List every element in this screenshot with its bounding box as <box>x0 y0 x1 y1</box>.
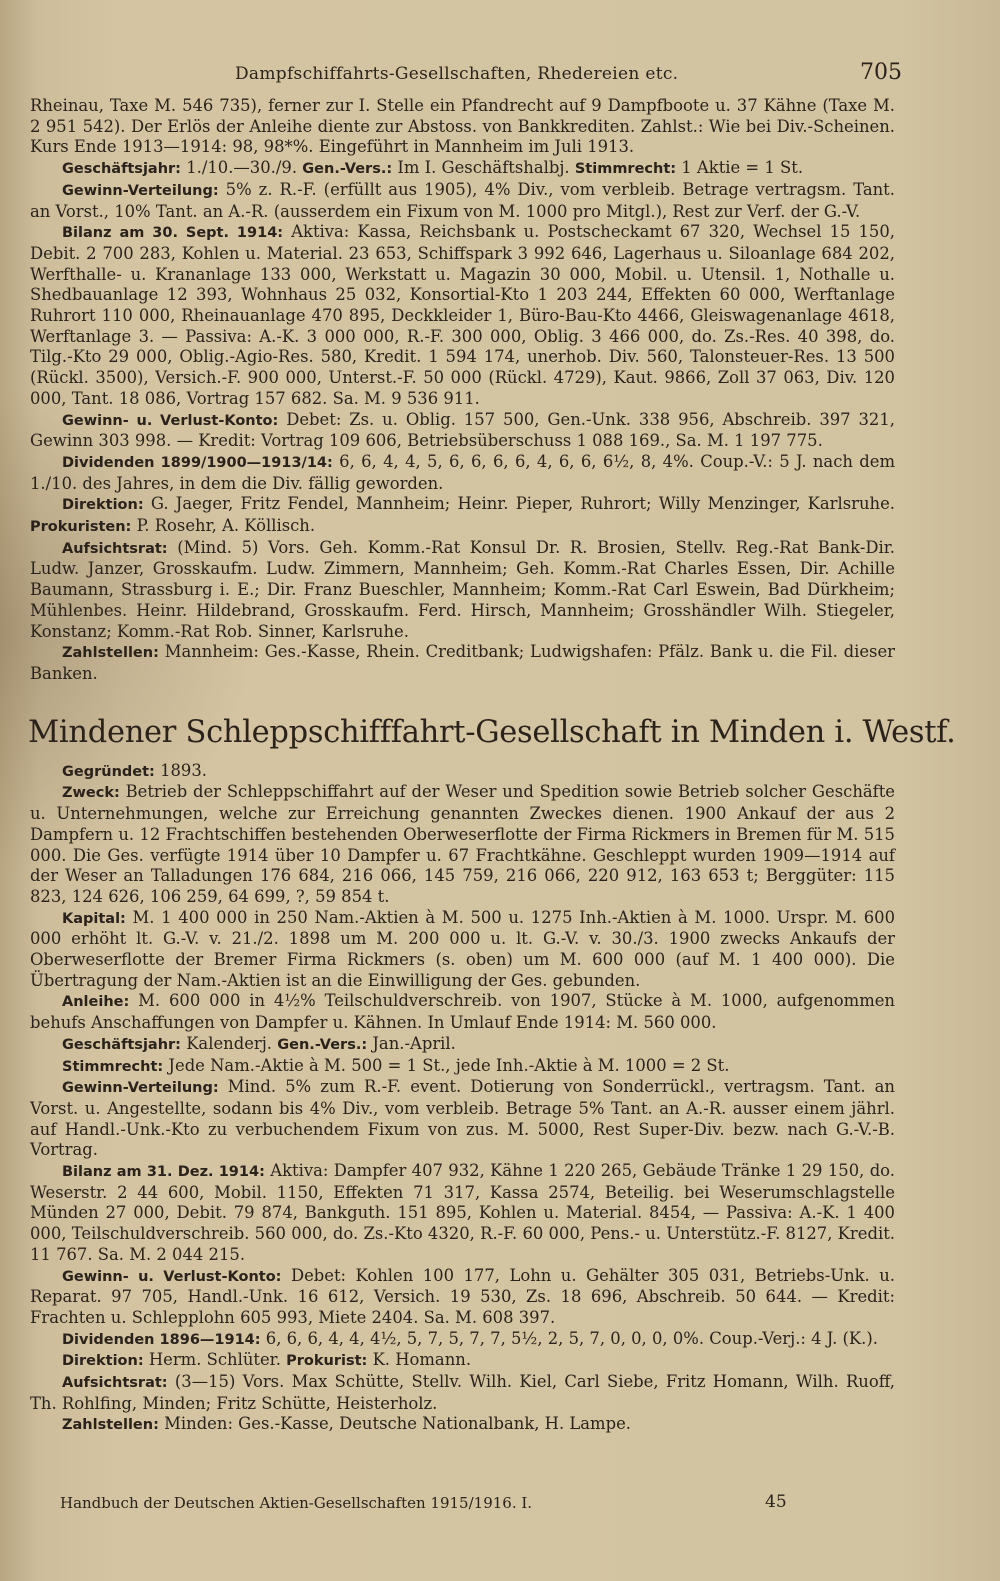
s1-guv <box>30 410 895 452</box>
s2-dividenden-text: 6, 6, 6, 4, 4, 4½, 5, 7, 5, 7, 7, 5½, 2, 5, 7, 0, 0, 0, 0%. Coup.-Verj.: 4 J. (K.). <box>265 1328 878 1348</box>
s1-gewinnverteilung-text: 5% z. R.-F. (erfüllt aus 1905), 4% Div., vom verbleib. Betrage vertragsm. Tant. an Vorst., 10% Tant. an A.-R. (ausserdem ein Fixum von M. 1000 pro Mitgl.), Rest zur Verf. der G.-V. <box>30 179 895 221</box>
s1-genvers: Im I. Geschäftshalbj. <box>397 158 570 178</box>
company-title: Mindener Schleppschifffahrt-Gesellschaft in Minden i. Westf. <box>28 714 956 750</box>
s2-gewinnverteilung-label: Gewinn-Verteilung: <box>62 1080 219 1097</box>
page-number: 705 <box>860 60 902 85</box>
s2-anleihe-label: Anleihe: <box>62 994 130 1011</box>
s1-genvers-label: Gen.-Vers.: <box>302 161 393 178</box>
s2-gewinnverteilung <box>30 1077 895 1161</box>
s1-gewinnverteilung-label: Gewinn-Verteilung: <box>62 182 219 199</box>
s2-zahlstellen-text: Minden: Ges.-Kasse, Deutsche Nationalbank, H. Lampe. <box>164 1414 631 1434</box>
s2-direktion-text: Herm. Schlüter. <box>148 1350 281 1370</box>
s1-zahlstellen-label: Zahlstellen: <box>62 645 159 662</box>
s2-bilanz-label: Bilanz am 31. Dez. 1914: <box>62 1164 265 1181</box>
s2-zweck-text: Betrieb der Schleppschiffahrt auf der Weser und Spedition sowie Betrieb solcher Geschäfte u. Unternehmungen, welche zur Erreichung genannten Zweckes dienen. 1900 Ankauf der aus 2 Dampfern u. 12 Frachtschiffen bestehenden Oberweserflotte der Firma Rickmers in Bremen für M. 515 000. Die Ges. verfügte 1914 über 10 Dampfer u. 67 Frachtkähne. Geschleppt wurden 1909—1914 auf der Weser an Talladungen 176 684, 216 066, 145 759, 216 066, 220 912, 163 653 t; Berggüter: 115 823, 124 626, 106 259, 64 699, ?, 59 854 t. <box>30 782 895 906</box>
s2-dividenden-label: Dividenden 1896—1914: <box>62 1331 261 1348</box>
s2-stimmrecht <box>30 1056 895 1078</box>
s2-kapital-text: M. 1 400 000 in 250 Nam.-Aktien à M. 500 u. 1275 Inh.-Aktien à M. 1000. Urspr. M. 600 000 erhöht lt. G.-V. v. 21./2. 1898 um M. 200 000 u. lt. G.-V. v. 30./3. 1900 zwecks Ankaufs der Oberweserflotte der Bremer Firma Rickmers (s. oben) um M. 600 000 (auf M. 1 400 000). Die Übertragung der Nam.-Aktien ist an die Einwilligung der Ges. gebunden. <box>30 907 895 990</box>
s2-anleihe-text: M. 600 000 in 4½% Teilschuldverschreib. von 1907, Stücke à M. 1000, aufgenommen behufs Anschaffungen von Dampfer u. Kähnen. In Umlauf Ende 1914: M. 560 000. <box>30 991 895 1033</box>
s2-gewinnverteilung-text: Mind. 5% zum R.-F. event. Dotierung von Sonderrückl., vertragsm. Tant. an Vorst. u. Angestellte, sodann bis 4% Div., vom verbleib. Betrage 5% Tant. an A.-R. ausser einem jährl. auf Handl.-Unk.-Kto zu verbuchendem Fixum von zus. M. 5000, Rest Super-Div. bezw. nach G.-V.-B. Vortrag. <box>30 1077 895 1160</box>
s2-zahlstellen-label: Zahlstellen: <box>62 1417 159 1434</box>
s1-dividenden-text: 6, 6, 4, 4, 5, 6, 6, 6, 6, 4, 6, 6, 6½, 8, 4%. Coup.-V.: 5 J. nach dem 1./10. des Jahres, in dem die Div. fällig geworden. <box>30 451 895 493</box>
s2-geschaeftsjahr: Kalenderj. <box>186 1033 273 1053</box>
s2-anleihe <box>30 991 895 1033</box>
s1-bilanz <box>30 222 895 409</box>
s2-stimmrecht-text: Jede Nam.-Aktie à M. 500 = 1 St., jede Inh.-Aktie à M. 1000 = 2 St. <box>168 1055 730 1075</box>
s2-direktion-label: Direktion: <box>62 1353 144 1370</box>
s2-genvers-label: Gen.-Vers.: <box>277 1036 368 1053</box>
s1-gewinnverteilung <box>30 180 895 222</box>
s2-guv <box>30 1266 895 1329</box>
s2-gegruendet-text: 1893. <box>160 760 208 780</box>
s2-kapital-label: Kapital: <box>62 910 126 927</box>
s1-aufsichtsrat-label: Aufsichtsrat: <box>62 540 168 557</box>
s2-meta-line <box>30 1034 895 1056</box>
footer-text: Handbuch der Deutschen Aktien-Gesellschaften 1915/1916. I. <box>60 1494 533 1512</box>
s1-dividenden-label: Dividenden 1899/1900—1913/14: <box>62 454 333 471</box>
s2-bilanz <box>30 1161 895 1266</box>
s1-prokuristen-label: Prokuristen: <box>30 519 132 536</box>
s2-zweck <box>30 782 895 907</box>
s2-bilanz-text: Aktiva: Dampfer 407 932, Kähne 1 220 265, Gebäude Tränke 1 29 150, do. Weserstr. 2 44 600, Mobil. 1150, Effekten 71 317, Kassa 2574, Beteilig. bei Weserumschlagstelle Münden 27 000, Debit. 79 874, Bankguth. 151 895, Kohlen u. Material. 8454, — Passiva: A.-K. 1 400 000, Teilschuldverschreib. 560 000, do. Zs.-Kto 4320, R.-F. 60 000, Pens.- u. Unterstütz.-F. 8127, Kredit. 11 767. Sa. M. 2 044 215. <box>30 1161 895 1264</box>
s2-prokurist-label: Prokurist: <box>286 1353 368 1370</box>
s2-guv-text: Debet: Kohlen 100 177, Lohn u. Gehälter 305 031, Betriebs-Unk. u. Reparat. 97 705, Handl.-Unk. 16 612, Versich. 19 530, Zs. 18 696, Abschreib. 50 644. — Kredit: Frachten u. Schlepplohn 605 993, Miete 2404. Sa. M. 608 397. <box>30 1265 895 1327</box>
s1-bilanz-text: Aktiva: Kassa, Reichsbank u. Postscheckamt 67 320, Wechsel 15 150, Debit. 2 700 283, Kohlen u. Material. 23 653, Schiffspark 3 992 646, Lagerhaus u. Siloanlage 684 202, Werfthalle- u. Krananlage 133 000, Werkstatt u. Magazin 30 000, Mobil. u. Utensil. 1, Nothalle u. Shedbauanlage 12 393, Wohnhaus 25 032, Konsortial-Kto 1 203 244, Effekten 60 000, Werftanlage Ruhrort 110 000, Rheinauanlage 470 895, Deckkleider 1, Büro-Bau-Kto 4466, Gleiswagenanlage 4618, Werftanlage 3. — Passiva: A.-K. 3 000 000, R.-F. 300 000, Oblig. 3 466 000, do. Zs.-Res. 40 398, do. Tilg.-Kto 29 000, Oblig.-Agio-Res. 580, Kredit. 1 594 174, unerhob. Div. 560, Talonsteuer-Res. 13 500 (Rückl. 3500), Versich.-F. 900 000, Unterst.-F. 50 000 (Rückl. 4729), Kaut. 9866, Zoll 37 063, Div. 120 000, Tant. 18 086, Vortrag 157 682. Sa. M. 9 536 911. <box>30 222 895 408</box>
s1-stimmrecht: 1 Aktie = 1 St. <box>681 158 804 178</box>
s2-guv-label: Gewinn- u. Verlust-Konto: <box>62 1268 282 1285</box>
s1-direktion <box>30 494 895 537</box>
page-footer <box>60 1492 820 1516</box>
s2-gegruendet-label: Gegründet: <box>62 763 155 780</box>
s2-direktion <box>30 1350 895 1372</box>
s1-guv-text: Debet: Zs. u. Oblig. 157 500, Gen.-Unk. 338 956, Abschreib. 397 321, Gewinn 303 998. — Kredit: Vortrag 109 606, Betriebsüberschuss 1 088 169., Sa. M. 1 197 775. <box>30 409 895 451</box>
s1-geschaeftsjahr-label: Geschäftsjahr: <box>62 161 181 178</box>
s2-stimmrecht-label: Stimmrecht: <box>62 1058 164 1075</box>
s1-zahlstellen-text: Mannheim: Ges.-Kasse, Rhein. Creditbank; Ludwigshafen: Pfälz. Bank u. die Fil. dieser Banken. <box>30 642 895 683</box>
s1-aufsichtsrat <box>30 538 895 643</box>
footer-number: 45 <box>765 1492 787 1512</box>
s1-geschaeftsjahr: 1./10.—30./9. <box>186 158 298 178</box>
s2-geschaeftsjahr-label: Geschäftsjahr: <box>62 1036 181 1053</box>
s1-aufsichtsrat-text: (Mind. 5) Vors. Geh. Komm.-Rat Konsul Dr. R. Brosien, Stellv. Reg.-Rat Bank-Dir. Ludw. Janzer, Grosskaufm. Ludw. Zimmern, Mannheim; Geh. Komm.-Rat Charles Essen, Dir. Achille Baumann, Strassburg i. E.; Dir. Franz Bueschler, Mannheim; Komm.-Rat Carl Eswein, Bad Dürkheim; Mühlenbes. Heinr. Hildebrand, Grosskaufm. Ferd. Hirsch, Mannheim; Grosshändler Wilh. Stiegeler, Konstanz; Komm.-Rat Rob. Sinner, Karlsruhe. <box>30 537 895 641</box>
s2-aufsichtsrat-text: (3—15) Vors. Max Schütte, Stellv. Wilh. Kiel, Carl Siebe, Fritz Homann, Wilh. Ruoff, Th. Rohlfing, Minden; Fritz Schütte, Heisterholz. <box>30 1372 895 1413</box>
s2-genvers: Jan.-April. <box>372 1033 456 1053</box>
s2-zweck-label: Zweck: <box>62 785 120 802</box>
s2-gegruendet <box>30 761 895 783</box>
s2-prokurist-text: K. Homann. <box>372 1350 472 1370</box>
s1-stimmrecht-label: Stimmrecht: <box>574 161 677 178</box>
s2-kapital <box>30 908 895 992</box>
main-column <box>28 96 956 1436</box>
s1-direktion-label: Direktion: <box>62 497 144 514</box>
s1-zahlstellen <box>30 642 895 684</box>
s2-aufsichtsrat <box>30 1372 895 1414</box>
s2-zahlstellen <box>30 1414 895 1436</box>
s2-aufsichtsrat-label: Aufsichtsrat: <box>62 1375 168 1392</box>
s1-meta-line <box>30 158 895 180</box>
s1-bilanz-label: Bilanz am 30. Sept. 1914: <box>62 225 284 242</box>
s2-dividenden <box>30 1329 895 1351</box>
s1-guv-label: Gewinn- u. Verlust-Konto: <box>62 412 279 429</box>
s1-direktion-text: G. Jaeger, Fritz Fendel, Mannheim; Heinr. Pieper, Ruhrort; Willy Menzinger, Karlsruhe. <box>150 494 895 514</box>
page-header <box>0 60 1000 90</box>
s1-prokuristen-text: P. Rosehr, A. Köllisch. <box>136 516 316 536</box>
running-title: Dampfschiffahrts-Gesellschaften, Rhedereien etc. <box>235 64 679 84</box>
s1-intro: Rheinau, Taxe M. 546 735), ferner zur I. Stelle ein Pfandrecht auf 9 Dampfboote u. 37 Kähne (Taxe M. 2 951 542). Der Erlös der Anleihe diente zur Abstoss. von Bankkrediten. Zahlst.: Wie bei Div.-Scheinen. Kurs Ende 1913—1914: 98, 98*%. Eingeführt in Mannheim im Juli 1913. <box>30 96 895 157</box>
s1-dividenden <box>30 452 895 494</box>
